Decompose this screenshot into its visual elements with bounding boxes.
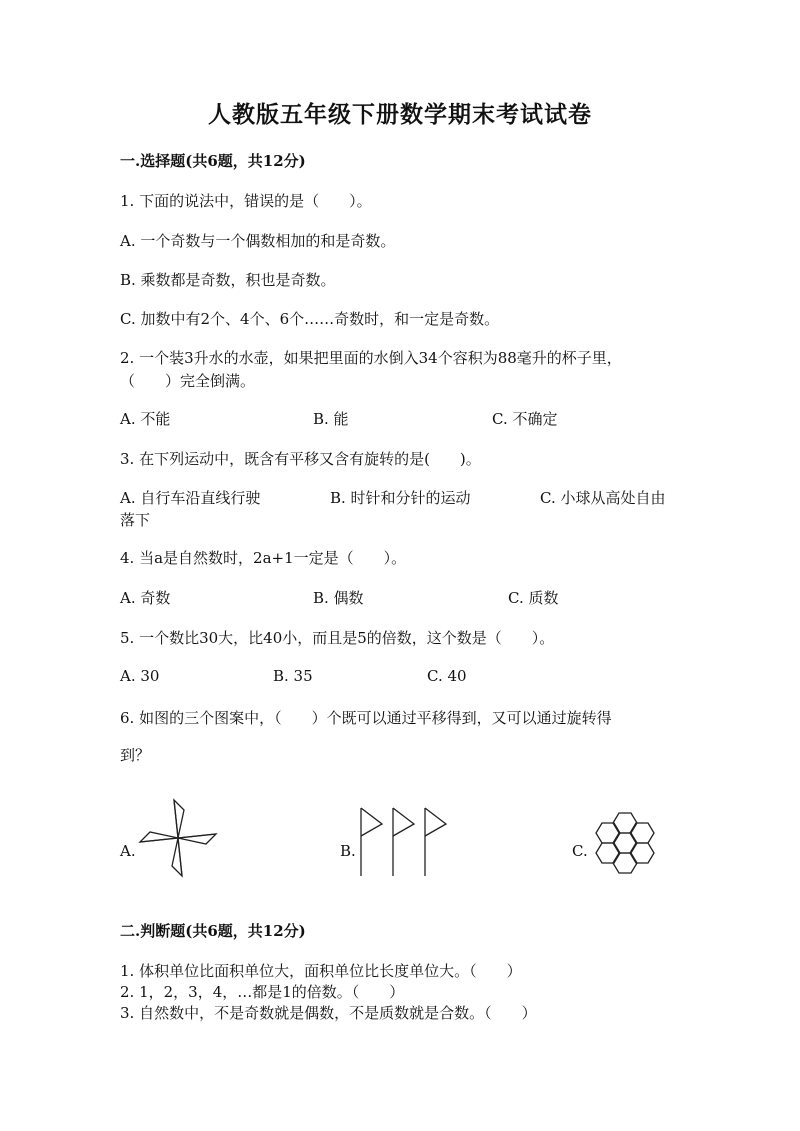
question-5-option-a: A. 30 xyxy=(120,667,160,685)
question-4-stem: 4. 当a是自然数时，2a+1一定是（ ）。 xyxy=(120,549,407,567)
question-1-stem: 1. 下面的说法中，错误的是（ ）。 xyxy=(120,192,372,210)
question-3-option-b: B. 时针和分针的运动 xyxy=(330,489,471,507)
question-1-option-a: A. 一个奇数与一个偶数相加的和是奇数。 xyxy=(120,232,396,250)
question-5-stem: 5. 一个数比30大，比40小，而且是5的倍数，这个数是（ ）。 xyxy=(120,629,555,647)
question-3-option-a: A. 自行车沿直线行驶 xyxy=(120,489,261,507)
judgement-item-1: 1. 体积单位比面积单位大，面积单位比长度单位大。（ ） xyxy=(120,962,522,980)
question-3-stem: 3. 在下列运动中，既含有平移又含有旋转的是( )。 xyxy=(120,450,481,468)
question-6-option-a-label: A. xyxy=(120,842,136,860)
question-2-option-b: B. 能 xyxy=(313,410,349,428)
question-2-option-c: C. 不确定 xyxy=(492,410,558,428)
flags-figure xyxy=(358,806,454,878)
judgement-item-3: 3. 自然数中，不是奇数就是偶数，不是质数就是合数。（ ） xyxy=(120,1004,537,1022)
question-3-option-c-line1: C. 小球从高处自由 xyxy=(540,489,666,507)
question-2-stem-line2: （ ）完全倒满。 xyxy=(120,372,256,390)
hexagon-cluster-figure xyxy=(590,799,670,879)
question-1-option-b: B. 乘数都是奇数，积也是奇数。 xyxy=(120,271,336,289)
question-2-stem-line1: 2. 一个装3升水的水壶，如果把里面的水倒入34个容积为88毫升的杯子里， xyxy=(120,349,622,367)
question-2-option-a: A. 不能 xyxy=(120,410,171,428)
question-4-option-a: A. 奇数 xyxy=(120,589,171,607)
question-4-option-c: C. 质数 xyxy=(508,589,559,607)
page-title: 人教版五年级下册数学期末考试试卷 xyxy=(208,101,592,128)
question-5-option-b: B. 35 xyxy=(273,667,313,685)
question-4-option-b: B. 偶数 xyxy=(313,589,364,607)
section-heading-judgement: 二.判断题(共6题，共12分) xyxy=(120,922,306,940)
question-6-stem-line2: 到？ xyxy=(120,746,151,764)
question-3-option-c-line2: 落下 xyxy=(120,511,151,529)
section-heading-choice: 一.选择题(共6题，共12分) xyxy=(120,152,306,170)
question-6-option-c-label: C. xyxy=(572,842,588,860)
pinwheel-figure xyxy=(138,798,218,878)
question-1-option-c: C. 加数中有2个、4个、6个……奇数时，和一定是奇数。 xyxy=(120,310,500,328)
judgement-item-2: 2. 1，2，3，4，…都是1的倍数。（ ） xyxy=(120,983,405,1001)
question-5-option-c: C. 40 xyxy=(427,667,467,685)
question-6-stem-line1: 6. 如图的三个图案中，（ ）个既可以通过平移得到，又可以通过旋转得 xyxy=(120,709,612,727)
question-6-option-b-label: B. xyxy=(340,842,356,860)
